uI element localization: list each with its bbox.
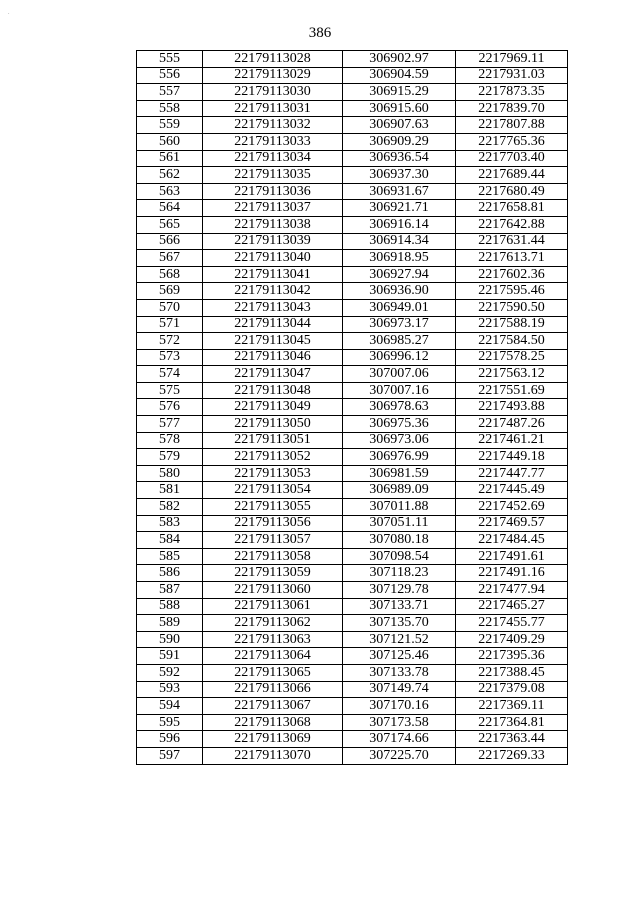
point-id-cell: 22179113051 bbox=[203, 432, 343, 449]
corner-mark: . bbox=[8, 10, 10, 16]
point-number-cell: 581 bbox=[137, 482, 203, 499]
point-number-cell: 593 bbox=[137, 681, 203, 698]
x-coordinate-cell: 306989.09 bbox=[343, 482, 456, 499]
y-coordinate-cell: 2217493.88 bbox=[456, 399, 568, 416]
point-id-cell: 22179113060 bbox=[203, 582, 343, 599]
point-number-cell: 555 bbox=[137, 51, 203, 68]
table-row bbox=[137, 250, 568, 267]
point-number-cell: 577 bbox=[137, 416, 203, 433]
point-id-cell: 22179113041 bbox=[203, 266, 343, 283]
y-coordinate-cell: 2217452.69 bbox=[456, 499, 568, 516]
table-row bbox=[137, 615, 568, 632]
table-row bbox=[137, 333, 568, 350]
x-coordinate-cell: 307007.16 bbox=[343, 382, 456, 399]
table-row bbox=[137, 698, 568, 715]
table-row bbox=[137, 200, 568, 217]
point-number-cell: 576 bbox=[137, 399, 203, 416]
y-coordinate-cell: 2217269.33 bbox=[456, 747, 568, 764]
point-number-cell: 584 bbox=[137, 532, 203, 549]
x-coordinate-cell: 306978.63 bbox=[343, 399, 456, 416]
point-number-cell: 595 bbox=[137, 714, 203, 731]
y-coordinate-cell: 2217477.94 bbox=[456, 582, 568, 599]
point-id-cell: 22179113035 bbox=[203, 167, 343, 184]
y-coordinate-cell: 2217584.50 bbox=[456, 333, 568, 350]
y-coordinate-cell: 2217839.70 bbox=[456, 100, 568, 117]
point-number-cell: 573 bbox=[137, 349, 203, 366]
y-coordinate-cell: 2217469.57 bbox=[456, 515, 568, 532]
x-coordinate-cell: 307149.74 bbox=[343, 681, 456, 698]
table-row bbox=[137, 515, 568, 532]
point-id-cell: 22179113032 bbox=[203, 117, 343, 134]
point-id-cell: 22179113054 bbox=[203, 482, 343, 499]
point-number-cell: 572 bbox=[137, 333, 203, 350]
y-coordinate-cell: 2217487.26 bbox=[456, 416, 568, 433]
x-coordinate-cell: 306936.90 bbox=[343, 283, 456, 300]
table-row bbox=[137, 664, 568, 681]
table-row bbox=[137, 150, 568, 167]
table-row bbox=[137, 233, 568, 250]
y-coordinate-cell: 2217449.18 bbox=[456, 449, 568, 466]
x-coordinate-cell: 307129.78 bbox=[343, 582, 456, 599]
x-coordinate-cell: 307118.23 bbox=[343, 565, 456, 582]
y-coordinate-cell: 2217461.21 bbox=[456, 432, 568, 449]
point-id-cell: 22179113064 bbox=[203, 648, 343, 665]
point-id-cell: 22179113067 bbox=[203, 698, 343, 715]
x-coordinate-cell: 306916.14 bbox=[343, 216, 456, 233]
y-coordinate-cell: 2217455.77 bbox=[456, 615, 568, 632]
x-coordinate-cell: 307173.58 bbox=[343, 714, 456, 731]
point-number-cell: 565 bbox=[137, 216, 203, 233]
y-coordinate-cell: 2217595.46 bbox=[456, 283, 568, 300]
point-number-cell: 592 bbox=[137, 664, 203, 681]
y-coordinate-cell: 2217765.36 bbox=[456, 133, 568, 150]
x-coordinate-cell: 307133.78 bbox=[343, 664, 456, 681]
y-coordinate-cell: 2217363.44 bbox=[456, 731, 568, 748]
y-coordinate-cell: 2217445.49 bbox=[456, 482, 568, 499]
table-row bbox=[137, 631, 568, 648]
table-row bbox=[137, 416, 568, 433]
table-row bbox=[137, 216, 568, 233]
point-number-cell: 560 bbox=[137, 133, 203, 150]
point-id-cell: 22179113058 bbox=[203, 548, 343, 565]
x-coordinate-cell: 307011.88 bbox=[343, 499, 456, 516]
point-number-cell: 580 bbox=[137, 465, 203, 482]
table-row bbox=[137, 299, 568, 316]
point-number-cell: 556 bbox=[137, 67, 203, 84]
x-coordinate-cell: 306907.63 bbox=[343, 117, 456, 134]
point-number-cell: 563 bbox=[137, 183, 203, 200]
coordinates-table bbox=[136, 50, 568, 765]
point-id-cell: 22179113033 bbox=[203, 133, 343, 150]
point-number-cell: 589 bbox=[137, 615, 203, 632]
point-number-cell: 574 bbox=[137, 366, 203, 383]
y-coordinate-cell: 2217409.29 bbox=[456, 631, 568, 648]
y-coordinate-cell: 2217703.40 bbox=[456, 150, 568, 167]
x-coordinate-cell: 306985.27 bbox=[343, 333, 456, 350]
coordinates-table-body bbox=[137, 51, 568, 765]
point-number-cell: 591 bbox=[137, 648, 203, 665]
point-id-cell: 22179113031 bbox=[203, 100, 343, 117]
y-coordinate-cell: 2217680.49 bbox=[456, 183, 568, 200]
x-coordinate-cell: 306918.95 bbox=[343, 250, 456, 267]
y-coordinate-cell: 2217658.81 bbox=[456, 200, 568, 217]
table-row bbox=[137, 548, 568, 565]
y-coordinate-cell: 2217388.45 bbox=[456, 664, 568, 681]
point-id-cell: 22179113030 bbox=[203, 84, 343, 101]
x-coordinate-cell: 306904.59 bbox=[343, 67, 456, 84]
y-coordinate-cell: 2217369.11 bbox=[456, 698, 568, 715]
table-row bbox=[137, 167, 568, 184]
x-coordinate-cell: 307121.52 bbox=[343, 631, 456, 648]
point-number-cell: 587 bbox=[137, 582, 203, 599]
x-coordinate-cell: 306975.36 bbox=[343, 416, 456, 433]
table-row bbox=[137, 681, 568, 698]
x-coordinate-cell: 307007.06 bbox=[343, 366, 456, 383]
point-id-cell: 22179113039 bbox=[203, 233, 343, 250]
y-coordinate-cell: 2217491.16 bbox=[456, 565, 568, 582]
table-row bbox=[137, 565, 568, 582]
x-coordinate-cell: 306915.29 bbox=[343, 84, 456, 101]
point-number-cell: 571 bbox=[137, 316, 203, 333]
point-number-cell: 582 bbox=[137, 499, 203, 516]
point-id-cell: 22179113045 bbox=[203, 333, 343, 350]
point-number-cell: 578 bbox=[137, 432, 203, 449]
table-row bbox=[137, 67, 568, 84]
table-row bbox=[137, 382, 568, 399]
point-number-cell: 588 bbox=[137, 598, 203, 615]
x-coordinate-cell: 307170.16 bbox=[343, 698, 456, 715]
table-row bbox=[137, 432, 568, 449]
point-number-cell: 594 bbox=[137, 698, 203, 715]
table-row bbox=[137, 183, 568, 200]
y-coordinate-cell: 2217642.88 bbox=[456, 216, 568, 233]
point-id-cell: 22179113042 bbox=[203, 283, 343, 300]
y-coordinate-cell: 2217465.27 bbox=[456, 598, 568, 615]
point-id-cell: 22179113057 bbox=[203, 532, 343, 549]
table-row bbox=[137, 316, 568, 333]
point-number-cell: 585 bbox=[137, 548, 203, 565]
point-id-cell: 22179113053 bbox=[203, 465, 343, 482]
y-coordinate-cell: 2217578.25 bbox=[456, 349, 568, 366]
point-number-cell: 597 bbox=[137, 747, 203, 764]
x-coordinate-cell: 306909.29 bbox=[343, 133, 456, 150]
table-row bbox=[137, 133, 568, 150]
y-coordinate-cell: 2217631.44 bbox=[456, 233, 568, 250]
point-id-cell: 22179113047 bbox=[203, 366, 343, 383]
point-id-cell: 22179113040 bbox=[203, 250, 343, 267]
point-id-cell: 22179113038 bbox=[203, 216, 343, 233]
table-row bbox=[137, 465, 568, 482]
point-id-cell: 22179113028 bbox=[203, 51, 343, 68]
point-id-cell: 22179113048 bbox=[203, 382, 343, 399]
point-id-cell: 22179113046 bbox=[203, 349, 343, 366]
x-coordinate-cell: 307080.18 bbox=[343, 532, 456, 549]
point-number-cell: 570 bbox=[137, 299, 203, 316]
x-coordinate-cell: 306915.60 bbox=[343, 100, 456, 117]
table-row bbox=[137, 51, 568, 68]
x-coordinate-cell: 306931.67 bbox=[343, 183, 456, 200]
table-row bbox=[137, 598, 568, 615]
y-coordinate-cell: 2217379.08 bbox=[456, 681, 568, 698]
table-row bbox=[137, 731, 568, 748]
x-coordinate-cell: 306949.01 bbox=[343, 299, 456, 316]
point-id-cell: 22179113036 bbox=[203, 183, 343, 200]
table-row bbox=[137, 366, 568, 383]
point-id-cell: 22179113066 bbox=[203, 681, 343, 698]
x-coordinate-cell: 306921.71 bbox=[343, 200, 456, 217]
point-id-cell: 22179113065 bbox=[203, 664, 343, 681]
table-row bbox=[137, 449, 568, 466]
point-number-cell: 567 bbox=[137, 250, 203, 267]
point-id-cell: 22179113037 bbox=[203, 200, 343, 217]
table-row bbox=[137, 117, 568, 134]
x-coordinate-cell: 307174.66 bbox=[343, 731, 456, 748]
page-number: 386 bbox=[308, 25, 332, 41]
y-coordinate-cell: 2217491.61 bbox=[456, 548, 568, 565]
point-number-cell: 579 bbox=[137, 449, 203, 466]
x-coordinate-cell: 306973.06 bbox=[343, 432, 456, 449]
point-number-cell: 562 bbox=[137, 167, 203, 184]
table-row bbox=[137, 283, 568, 300]
point-id-cell: 22179113050 bbox=[203, 416, 343, 433]
y-coordinate-cell: 2217588.19 bbox=[456, 316, 568, 333]
y-coordinate-cell: 2217613.71 bbox=[456, 250, 568, 267]
point-id-cell: 22179113061 bbox=[203, 598, 343, 615]
y-coordinate-cell: 2217484.45 bbox=[456, 532, 568, 549]
table-row bbox=[137, 482, 568, 499]
table-row bbox=[137, 532, 568, 549]
point-id-cell: 22179113059 bbox=[203, 565, 343, 582]
point-id-cell: 22179113070 bbox=[203, 747, 343, 764]
point-id-cell: 22179113069 bbox=[203, 731, 343, 748]
point-id-cell: 22179113063 bbox=[203, 631, 343, 648]
x-coordinate-cell: 307125.46 bbox=[343, 648, 456, 665]
y-coordinate-cell: 2217873.35 bbox=[456, 84, 568, 101]
x-coordinate-cell: 306981.59 bbox=[343, 465, 456, 482]
point-number-cell: 586 bbox=[137, 565, 203, 582]
table-row bbox=[137, 349, 568, 366]
y-coordinate-cell: 2217551.69 bbox=[456, 382, 568, 399]
table-row bbox=[137, 582, 568, 599]
x-coordinate-cell: 307051.11 bbox=[343, 515, 456, 532]
point-id-cell: 22179113062 bbox=[203, 615, 343, 632]
point-number-cell: 564 bbox=[137, 200, 203, 217]
y-coordinate-cell: 2217807.88 bbox=[456, 117, 568, 134]
x-coordinate-cell: 306936.54 bbox=[343, 150, 456, 167]
point-id-cell: 22179113052 bbox=[203, 449, 343, 466]
point-number-cell: 569 bbox=[137, 283, 203, 300]
y-coordinate-cell: 2217602.36 bbox=[456, 266, 568, 283]
point-id-cell: 22179113034 bbox=[203, 150, 343, 167]
y-coordinate-cell: 2217563.12 bbox=[456, 366, 568, 383]
table-row bbox=[137, 648, 568, 665]
x-coordinate-cell: 307098.54 bbox=[343, 548, 456, 565]
x-coordinate-cell: 306927.94 bbox=[343, 266, 456, 283]
point-number-cell: 568 bbox=[137, 266, 203, 283]
table-row bbox=[137, 747, 568, 764]
point-number-cell: 583 bbox=[137, 515, 203, 532]
point-number-cell: 566 bbox=[137, 233, 203, 250]
point-number-cell: 561 bbox=[137, 150, 203, 167]
point-number-cell: 596 bbox=[137, 731, 203, 748]
x-coordinate-cell: 307225.70 bbox=[343, 747, 456, 764]
point-number-cell: 590 bbox=[137, 631, 203, 648]
point-id-cell: 22179113068 bbox=[203, 714, 343, 731]
y-coordinate-cell: 2217447.77 bbox=[456, 465, 568, 482]
table-row bbox=[137, 84, 568, 101]
table-row bbox=[137, 399, 568, 416]
point-number-cell: 558 bbox=[137, 100, 203, 117]
y-coordinate-cell: 2217395.36 bbox=[456, 648, 568, 665]
point-id-cell: 22179113043 bbox=[203, 299, 343, 316]
x-coordinate-cell: 306996.12 bbox=[343, 349, 456, 366]
y-coordinate-cell: 2217931.03 bbox=[456, 67, 568, 84]
x-coordinate-cell: 307133.71 bbox=[343, 598, 456, 615]
x-coordinate-cell: 306902.97 bbox=[343, 51, 456, 68]
point-id-cell: 22179113055 bbox=[203, 499, 343, 516]
point-id-cell: 22179113044 bbox=[203, 316, 343, 333]
y-coordinate-cell: 2217689.44 bbox=[456, 167, 568, 184]
point-id-cell: 22179113049 bbox=[203, 399, 343, 416]
point-number-cell: 559 bbox=[137, 117, 203, 134]
y-coordinate-cell: 2217364.81 bbox=[456, 714, 568, 731]
x-coordinate-cell: 306973.17 bbox=[343, 316, 456, 333]
x-coordinate-cell: 307135.70 bbox=[343, 615, 456, 632]
y-coordinate-cell: 2217969.11 bbox=[456, 51, 568, 68]
x-coordinate-cell: 306976.99 bbox=[343, 449, 456, 466]
x-coordinate-cell: 306937.30 bbox=[343, 167, 456, 184]
table-row bbox=[137, 714, 568, 731]
point-id-cell: 22179113029 bbox=[203, 67, 343, 84]
table-row bbox=[137, 266, 568, 283]
point-number-cell: 557 bbox=[137, 84, 203, 101]
x-coordinate-cell: 306914.34 bbox=[343, 233, 456, 250]
point-id-cell: 22179113056 bbox=[203, 515, 343, 532]
point-number-cell: 575 bbox=[137, 382, 203, 399]
y-coordinate-cell: 2217590.50 bbox=[456, 299, 568, 316]
table-row bbox=[137, 100, 568, 117]
table-row bbox=[137, 499, 568, 516]
